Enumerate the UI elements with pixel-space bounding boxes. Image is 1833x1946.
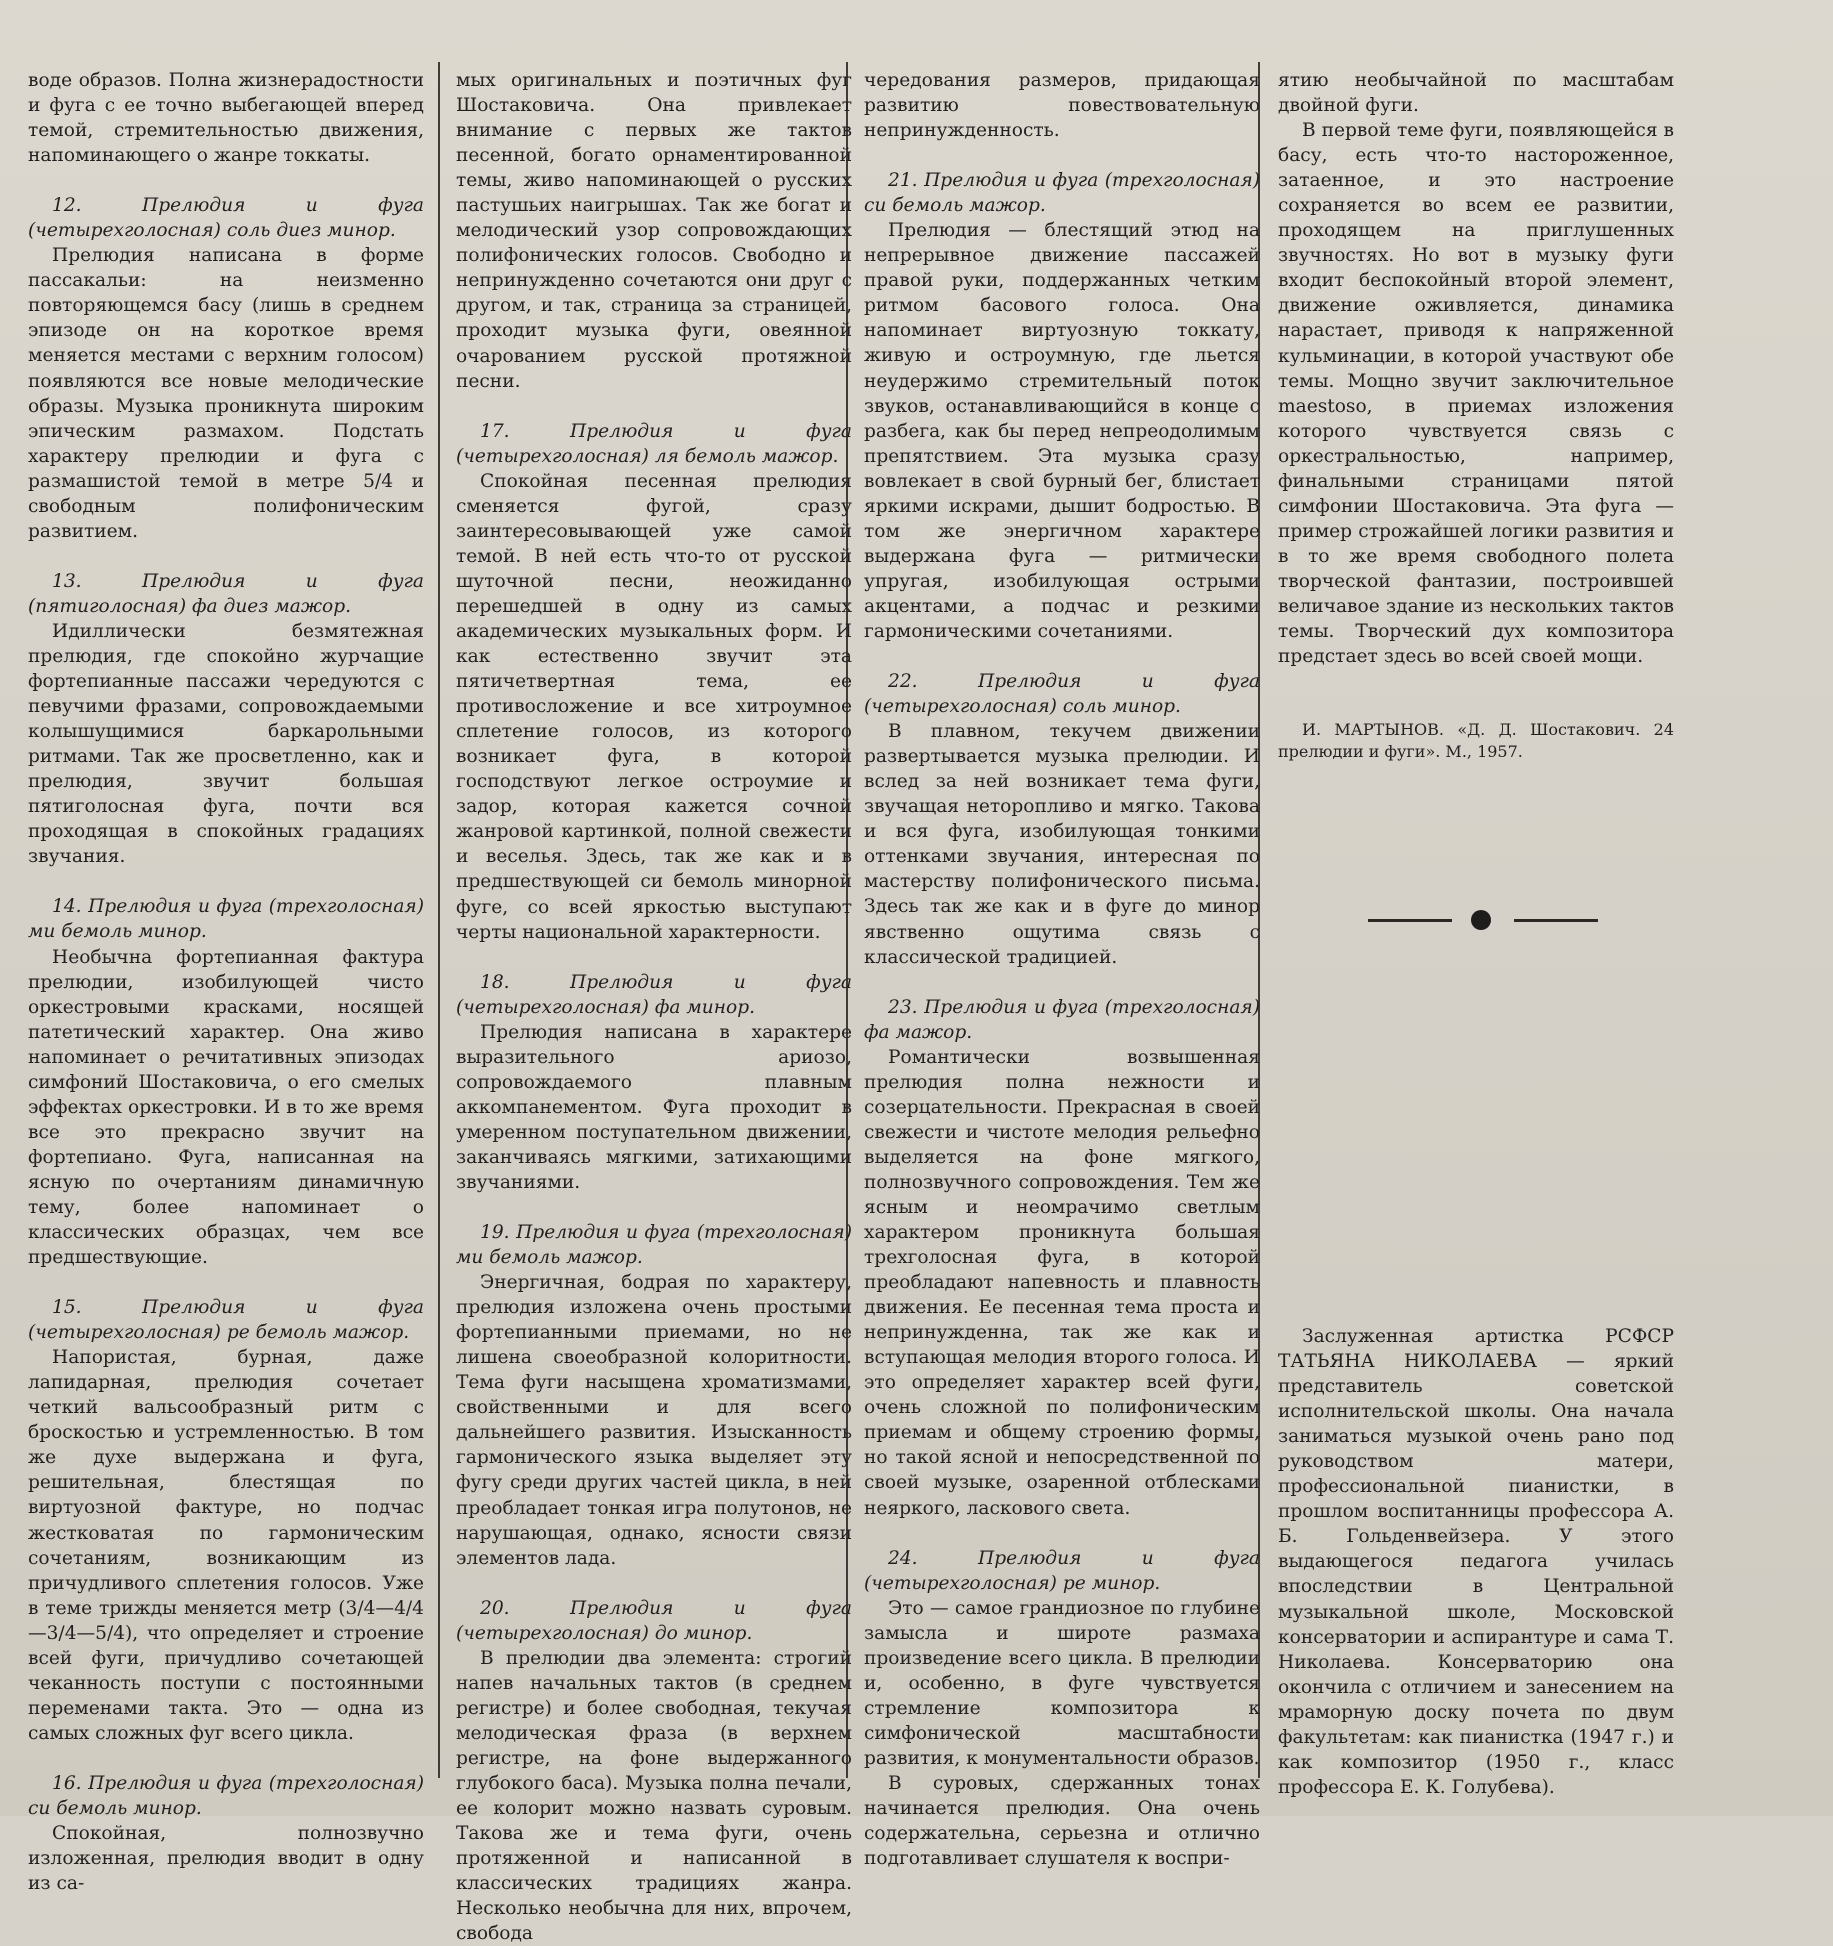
- divider-line: [1514, 919, 1598, 922]
- section-heading: 15. Прелюдия и фуга (четырехголосная) ре бемоль мажор.: [28, 1297, 424, 1344]
- paragraph: В плавном, текучем движении развертывается музыка прелюдии. И вслед за ней возникает тема фуги, звучащая неторопливо и мягко. Такова и вся фуга, изобилующая тонкими оттенками звучания, интересная по мастерству полифонического письма. Здесь так же как и в фуге до минор явственно ощутима связь с классической традицией.: [864, 721, 1260, 968]
- paragraph: В суровых, сдержанных тонах начинается прелюдия. Она очень содержательна, серьезна и отлично подготавливает слушателя к воспри-: [864, 1773, 1260, 1870]
- paragraph: Энергичная, бодрая по характеру, прелюдия изложена очень простыми фортепианными приемами, но не лишена своеобразной колоритности. Тема фуги насыщена хроматизмами, свойственными и для всего дальнейшего развития. Изысканность гармонического языка выделяет эту фугу среди других частей цикла, в ней преобладает тонкая игра полутонов, не нарушающая, однако, ясности связи элементов лада.: [456, 1272, 852, 1569]
- section-heading: 19. Прелюдия и фуга (трехголосная) ми бемоль мажор.: [456, 1222, 852, 1269]
- paragraph: Романтически возвышенная прелюдия полна нежности и созерцательности. Прекрасная в своей свежести и чистоте мелодия рельефно выделяется на фоне мягкого, полнозвучного сопровождения. Тем же ясным и неомрачимо светлым характером проникнута большая трехголосная фуга, в которой преобладают напевность и плавность движения. Ее песенная тема проста и непринужденна, так же как и вступающая мелодия второго голоса. И это определяет характер всей фуги, очень сложной по полифоническим приемам и общему строению формы, но такой ясной и непосредственной по своей музыке, озаренной отблесками неяркого, ласкового света.: [864, 1046, 1260, 1519]
- section-heading: 18. Прелюдия и фуга (четырехголосная) фа минор.: [456, 971, 852, 1018]
- citation: И. МАРТЫНОВ. «Д. Д. Шостакович. 24 прелюдии и фуги». М., 1957.: [1278, 720, 1674, 762]
- paragraph: Прелюдия — блестящий этюд на непрерывное движение пассажей правой руки, поддержанных четким ритмом басового голоса. Она напоминает виртуозную токкату, живую и остроумную, где льется неудержимо стремительный поток звуков, останавливающийся в конце с разбега, как бы перед непреодолимым препятствием. Эта музыка сразу вовлекает в свой бурный бег, блистает яркими искрами, дышит бодростью. В том же энергичном характере выдержана фуга — ритмически упругая, изобилующая острыми акцентами, а подчас и резкими гармоническими сочетаниями.: [864, 220, 1260, 642]
- paragraph: Спокойная песенная прелюдия сменяется фугой, сразу заинтересовывающей уже самой темой. В ней есть что-то от русской шуточной песни, неожиданно перешедшей в одну из самых академических музыкальных форм. И как естественно звучит эта пятичетвертная тема, ее противосложение и все хитроумное сплетение голосов, из которого возникает фуга, в которой господствуют легкое остроумие и задор, которая кажется сочной жанровой картинкой, полной свежести и веселья. Здесь, так же как и в предшествующей си бемоль минорной фуге, со всей яркостью выступают черты национальной характерности.: [456, 470, 852, 943]
- paragraph: воде образов. Полна жизнерадостности и фуга с ее точно выбегающей вперед темой, стремительностью движения, напоминающего о жанре токкаты.: [28, 70, 424, 167]
- section-heading: 22. Прелюдия и фуга (четырехголосная) соль минор.: [864, 671, 1260, 718]
- paragraph: чередования размеров, придающая развитию повествовательную непринужденность.: [864, 70, 1260, 142]
- paragraph: ятию необычайной по масштабам двойной фуги.: [1278, 70, 1674, 117]
- section-heading: 13. Прелюдия и фуга (пятиголосная) фа диез мажор.: [28, 570, 424, 617]
- paragraph: мых оригинальных и поэтичных фуг Шостаковича. Она привлекает внимание с первых же тактов песенной, богато орнаментированной темы, живо напоминающей о русских пастушьих наигрышах. Так же богат и мелодический узор сопровождающих полифонических голосов. Свободно и непринужденно сочетаются они друг с другом, и так, страница за страницей, проходит музыка фуги, овеянной очарованием русской протяжной песни.: [456, 70, 852, 392]
- paragraph: Идиллически безмятежная прелюдия, где спокойно журчащие фортепианные пассажи чередуются с певучими фразами, сопровождаемыми колышущимися баркарольными ритмами. Так же просветленно, как и прелюдия, звучит большая пятиголосная фуга, почти вся проходящая в спокойных градациях звучания.: [28, 620, 424, 868]
- section-heading: 20. Прелюдия и фуга (четырехголосная) до минор.: [456, 1597, 852, 1644]
- paragraph: Напористая, бурная, даже лапидарная, прелюдия сочетает четкий вальсообразный ритм с броскостью и устремленностью. В том же духе выдержана и фуга, решительная, блестящая по виртуозной фактуре, но подчас жестковатая по гармоническим сочетаниям, возникающим из причудливого сплетения голосов. Уже в теме трижды меняется метр (3/4—4/4—3/4—5/4), что определяет и строение всей фуги, причудливо сочетающей чеканность поступи с постоянными переменами такта. Это — одна из самых сложных фуг всего цикла.: [28, 1347, 424, 1744]
- paragraph: Спокойная, полнозвучно изложенная, прелюдия вводит в одну из са-: [28, 1823, 424, 1895]
- performer-bio: [1278, 1324, 1674, 1800]
- text-column-1: [28, 68, 424, 1895]
- paragraph: В первой теме фуги, появляющейся в басу, есть что-то настороженное, затаенное, и это настроение сохраняется во всем ее развитии, проходящем на приглушенных звучностях. Но вот в музыку фуги входит беспокойный второй элемент, движение оживляется, динамика нарастает, приводя к напряженной кульминации, в которой участвуют обе темы. Мощно звучит заключительное maestoso, в приемах изложения которого чувствуется связь с оркестральностью, например, финальными страницами пятой симфонии Шостаковича. Эта фуга — пример строжайшей логики развития и в то же время свободного полета творческой фантазии, построившей величавое здание из нескольких тактов темы. Творческий дух композитора предстает здесь во всей своей мощи.: [1278, 120, 1674, 668]
- column-rule: [438, 62, 440, 1778]
- paragraph: Необычна фортепианная фактура прелюдии, изобилующей чисто оркестровыми красками, носящей патетический характер. Она живо напоминает о речитативных эпизодах симфоний Шостаковича, о его смелых эффектах оркестровки. И в то же время все это прекрасно звучит на фортепиано. Фуга, написанная на ясную по очертаниям динамичную тему, более напоминает о классических образцах, чем все предшествующие.: [28, 946, 424, 1269]
- section-heading: 24. Прелюдия и фуга (четырехголосная) ре минор.: [864, 1547, 1260, 1594]
- paragraph: Заслуженная артистка РСФСР ТАТЬЯНА НИКОЛАЕВА — яркий представитель советской исполнительской школы. Она начала заниматься музыкой очень рано под руководством матери, профессиональной пианистки, в прошлом воспитанницы профессора А. Б. Гольденвейзера. У этого выдающегося педагога училась впоследствии в Центральной музыкальной школе, Московской консерватории и аспирантуре и сама Т. Николаева. Консерваторию она окончила с отличием и занесением на мраморную доску почета по двум факультетам: как пианистка (1947 г.) и как композитор (1950 г., класс профессора Е. К. Голубева).: [1278, 1326, 1674, 1798]
- section-heading: 14. Прелюдия и фуга (трехголосная) ми бемоль минор.: [28, 896, 424, 943]
- paragraph: Это — самое грандиозное по глубине замысла и широте размаха произведение всего цикла. В прелюдии и, особенно, в фуге чувствуется стремление композитора к симфонической масштабности развития, к монументальности образов.: [864, 1597, 1260, 1769]
- section-heading: 21. Прелюдия и фуга (трехголосная) си бемоль мажор.: [864, 170, 1260, 217]
- ornament-divider: [1368, 908, 1598, 932]
- text-column-2: [456, 68, 852, 1945]
- section-heading: 16. Прелюдия и фуга (трехголосная) си бемоль минор.: [28, 1772, 424, 1819]
- section-heading: 23. Прелюдия и фуга (трехголосная) фа мажор.: [864, 996, 1260, 1043]
- paragraph: Прелюдия написана в характере выразительного ариозо, сопровождаемого плавным аккомпанементом. Фуга проходит в умеренном поступательном движении, заканчиваясь мягкими, затихающими звучаниями.: [456, 1021, 852, 1193]
- text-column-3: [864, 68, 1260, 1870]
- paragraph: Прелюдия написана в форме пассакальи: на неизменно повторяющемся басу (лишь в среднем эпизоде он на короткое время меняется местами с верхним голосом) появляются все новые мелодические образы. Музыка проникнута широким эпическим размахом. Подстать характеру прелюдии и фуга с размашистой темой в метре 5/4 и свободным полифоническим развитием.: [28, 245, 424, 542]
- section-heading: 12. Прелюдия и фуга (четырехголосная) соль диез минор.: [28, 195, 424, 242]
- section-heading: 17. Прелюдия и фуга (четырехголосная) ля бемоль мажор.: [456, 420, 852, 467]
- paragraph: В прелюдии два элемента: строгий напев начальных тактов (в среднем регистре) и более свободная, текучая мелодическая фраза (в верхнем регистре, на фоне выдержанного глубокого баса). Музыка полна печали, ее колорит можно назвать суровым. Такова же и тема фуги, очень протяженной и написанной в классических традициях жанра. Несколько необычна для них, впрочем, свобода: [456, 1647, 852, 1945]
- divider-dot: [1471, 910, 1491, 930]
- divider-line: [1368, 919, 1452, 922]
